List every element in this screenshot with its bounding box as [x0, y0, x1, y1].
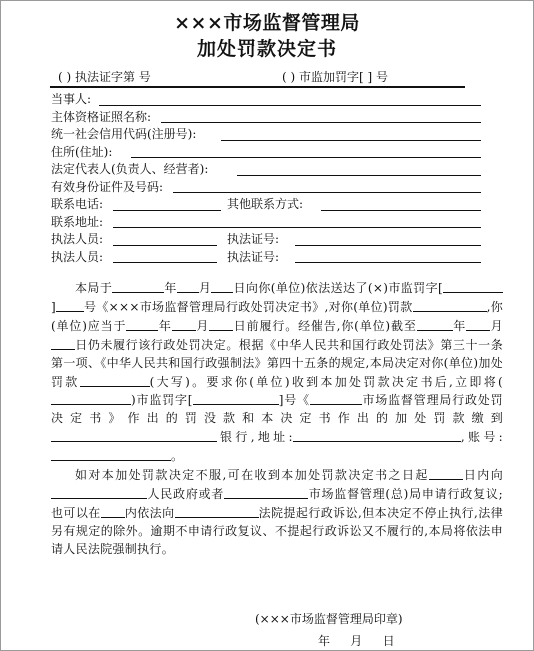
- field-line[interactable]: [131, 157, 481, 158]
- field-line[interactable]: [99, 105, 481, 106]
- blank-due-month[interactable]: [172, 317, 196, 331]
- field-legal-rep: [51, 160, 481, 178]
- field-party: [51, 90, 481, 108]
- blank-issuer[interactable]: [51, 391, 131, 405]
- field-line[interactable]: [173, 192, 481, 193]
- blank-government[interactable]: [51, 485, 147, 499]
- blank-bank-address[interactable]: [293, 428, 461, 442]
- blank-as-of-year[interactable]: [417, 317, 453, 331]
- blank-month[interactable]: [177, 279, 199, 293]
- field-label: 执法人员:: [51, 232, 104, 246]
- blank-added-fine[interactable]: [80, 373, 150, 387]
- phone-line[interactable]: [113, 210, 221, 211]
- field-contact-phone: [51, 195, 481, 213]
- field-label: 统一社会信用代码(注册号):: [51, 127, 197, 141]
- blank-account-number[interactable]: [51, 447, 171, 461]
- authority-seal: (×××市场监督管理局印章): [255, 612, 403, 626]
- field-label: 执法证号:: [227, 249, 280, 264]
- document-title: 加处罚款决定书: [196, 38, 337, 60]
- field-label: 其他联系方式:: [227, 197, 304, 211]
- blank-doc-number[interactable]: [56, 298, 84, 312]
- field-id-document: [51, 178, 481, 196]
- field-line[interactable]: [113, 227, 481, 228]
- blank-doc-year[interactable]: [443, 279, 503, 293]
- decision-paragraph-2: 如对本加处罚款决定不服,可在收到本加处罚款决定书之日起 日内向人民政府或者 市场监督管理(总)局申请行政复议;也可以在 内依法向 法院提起行政诉讼,但本决定不停止执行,法律另有规定的除外。逾期不申请行政复议、不提起行政诉讼又不履行的,本局将依法申请人民法院强制执行。: [51, 468, 504, 556]
- field-officer-1: [51, 230, 481, 248]
- blank-as-of-day[interactable]: [51, 336, 75, 350]
- field-address: [51, 143, 481, 161]
- field-line[interactable]: [221, 140, 481, 141]
- field-officer-2: [51, 248, 481, 266]
- document-number-line: [50, 66, 465, 88]
- blank-bureau-name[interactable]: [310, 391, 362, 405]
- field-label: 执法证号:: [227, 232, 280, 246]
- issue-date: 年 月 日: [318, 634, 396, 648]
- blank-bank-name[interactable]: [51, 428, 217, 442]
- blank-day[interactable]: [211, 279, 233, 293]
- blank-fine-amount[interactable]: [413, 298, 487, 312]
- blank-penalty-year[interactable]: [193, 391, 279, 405]
- field-label: 联系电话:: [51, 197, 104, 211]
- cert-number-line[interactable]: [295, 245, 481, 246]
- decision-paragraph-1: 本局于 年 月 日向你(单位)依法送达了(×)市监罚字[] 号《×××市场监督管理局行政处罚决定书》,对你(单位)罚款 ,你(单位)应当于 年 月 日前履行。经催告,你(单位)截至 年 月日仍未履行该行政处罚决定。根据《中华人民共和国行政处罚法》第三十一条第一项、《中华人民共和国行政强制法》第四十五条的规定,本局决定对你(单位)加处罚款 (大写)。要求你(单位)收到本加处罚款决定书后,立即将()市监罚字[ ]号《 市场监督管理局行政处罚决定书》作出的罚没款和本决定书作出的加处罚款缴到银行,地址: ,账号:。: [51, 281, 503, 464]
- field-label: 法定代表人(负责人、经营者):: [51, 162, 209, 176]
- blank-as-of-month[interactable]: [466, 317, 490, 331]
- field-label: 有效身份证件及号码:: [51, 179, 164, 194]
- field-label: 当事人:: [51, 92, 92, 106]
- other-contact-line[interactable]: [321, 210, 481, 211]
- officer-name-line[interactable]: [113, 245, 217, 246]
- officer-name-line[interactable]: [113, 262, 217, 263]
- blank-supervision-bureau[interactable]: [224, 485, 308, 499]
- field-label: 联系地址:: [51, 214, 104, 229]
- blank-due-year[interactable]: [126, 317, 158, 331]
- field-label: 执法人员:: [51, 249, 104, 264]
- field-credit-code: [51, 125, 481, 143]
- penalty-decision-number: ( ) 市监加罚字[ ] 号: [282, 70, 388, 84]
- blank-court[interactable]: [175, 504, 259, 518]
- field-contact-address: [51, 213, 481, 231]
- authority-title: ×××市场监督管理局: [174, 12, 360, 34]
- field-label: 住所(住址):: [51, 144, 113, 159]
- field-line[interactable]: [237, 175, 481, 176]
- field-label: 主体资格证照名称:: [51, 109, 152, 124]
- enforcement-cert-number: ( ) 执法证字第 号: [58, 70, 151, 84]
- blank-due-day[interactable]: [209, 317, 233, 331]
- blank-review-days[interactable]: [429, 466, 463, 480]
- blank-litigation-period[interactable]: [101, 504, 125, 518]
- blank-year[interactable]: [112, 279, 164, 293]
- field-line[interactable]: [161, 122, 481, 123]
- decision-body: [51, 279, 503, 559]
- field-license-name: [51, 108, 481, 126]
- party-info-fields: [51, 90, 481, 265]
- cert-number-line[interactable]: [295, 262, 481, 263]
